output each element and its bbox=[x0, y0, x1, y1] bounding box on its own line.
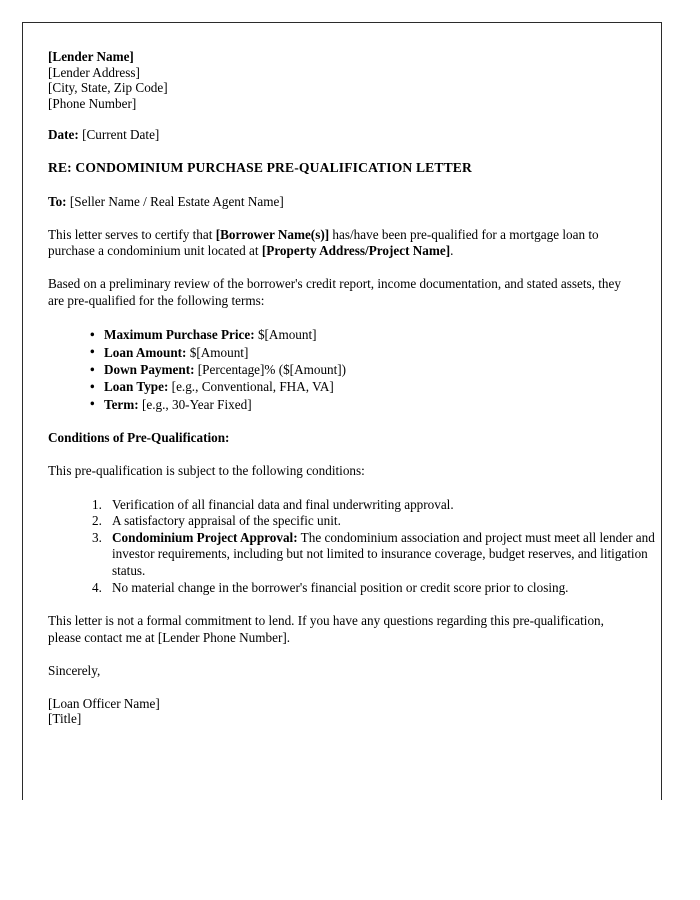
terms-list bbox=[48, 326, 650, 413]
term-label: Loan Amount: bbox=[104, 344, 187, 360]
lender-city-state-zip: [City, State, Zip Code] bbox=[48, 80, 168, 96]
term-value: [e.g., 30-Year Fixed] bbox=[138, 396, 252, 412]
terms-list-item bbox=[90, 344, 650, 361]
spacer-before-intro bbox=[48, 210, 628, 227]
spacer-before-officer bbox=[48, 679, 628, 696]
document-body bbox=[23, 23, 661, 727]
term-label: Down Payment: bbox=[104, 362, 195, 377]
closing-paragraph: This letter is not a formal commitment to lend. If you have any questions regarding this pre-qualification, please contact me at [Lender Phone Number]. bbox=[48, 613, 604, 645]
terms-list-item bbox=[90, 396, 650, 413]
to-value: [Seller Name / Real Estate Agent Name] bbox=[69, 193, 284, 209]
to-label: To: bbox=[48, 193, 67, 209]
to-line bbox=[48, 194, 628, 210]
loan-officer-name: [Loan Officer Name] bbox=[48, 695, 160, 711]
spacer-before-to bbox=[48, 176, 628, 194]
lender-name: [Lender Name] bbox=[48, 49, 134, 64]
text-run: Verification of all financial data and final underwriting approval. bbox=[112, 496, 454, 512]
sincerely-line: Sincerely, bbox=[48, 663, 101, 678]
text-run: A satisfactory appraisal of the specific unit. bbox=[112, 513, 341, 529]
condition-list-item bbox=[92, 513, 684, 530]
text-run: This letter serves to certify that bbox=[48, 226, 216, 242]
date-value: [Current Date] bbox=[82, 127, 160, 143]
spacer-before-conditions-list bbox=[48, 480, 628, 497]
spacer-before-conditions-intro bbox=[48, 446, 628, 463]
terms-list-item bbox=[90, 326, 650, 343]
spacer-before-signature bbox=[48, 646, 628, 663]
term-value: [e.g., Conventional, FHA, VA] bbox=[168, 379, 334, 395]
condition-list-item bbox=[92, 530, 684, 580]
loan-officer-title: [Title] bbox=[48, 711, 82, 727]
terms-list-item bbox=[90, 378, 650, 395]
term-value: $[Amount] bbox=[254, 327, 317, 343]
page-title: RE: CONDOMINIUM PURCHASE PRE-QUALIFICATION LETTER bbox=[48, 159, 472, 175]
term-label: Term: bbox=[104, 396, 139, 412]
document-page bbox=[22, 22, 662, 800]
conditions-intro: This pre-qualification is subject to the following conditions: bbox=[48, 463, 365, 479]
term-label: Maximum Purchase Price: bbox=[104, 327, 255, 343]
terms-list-item bbox=[90, 361, 650, 378]
date-line bbox=[48, 127, 628, 143]
spacer-before-date bbox=[48, 111, 628, 127]
emphasis-run: [Property Address/Project Name] bbox=[261, 242, 451, 258]
text-run: has/have been pre-qualified for a mortgage loan to purchase a condominium unit located at bbox=[48, 226, 599, 258]
spacer-before-terms bbox=[48, 309, 628, 326]
emphasis-run: [Borrower Name(s)] bbox=[215, 226, 330, 242]
review-paragraph: Based on a preliminary review of the borrower's credit report, income documentation, and stated assets, they are pre-qualified for the following terms: bbox=[48, 276, 621, 308]
lender-address-block bbox=[48, 49, 628, 111]
spacer-before-conditions-heading bbox=[48, 413, 628, 430]
text-run: The condominium association and project must meet all lender and investor requirements, including but not limited to insurance coverage, budget reserves, and litigation status. bbox=[112, 529, 655, 578]
spacer-before-closing bbox=[48, 596, 628, 613]
term-value: [Percentage]% ($[Amount]) bbox=[194, 362, 347, 377]
condition-list-item bbox=[92, 497, 684, 514]
lender-phone: [Phone Number] bbox=[48, 95, 137, 111]
text-run: . bbox=[450, 242, 454, 258]
term-label: Loan Type: bbox=[104, 379, 169, 395]
text-run: No material change in the borrower's financial position or credit score prior to closing. bbox=[112, 579, 569, 595]
conditions-heading: Conditions of Pre-Qualification: bbox=[48, 430, 230, 446]
emphasis-run: Condominium Project Approval: bbox=[112, 529, 298, 545]
spacer-before-review bbox=[48, 259, 628, 276]
date-label: Date: bbox=[48, 127, 79, 143]
lender-address: [Lender Address] bbox=[48, 64, 140, 80]
condition-list-item bbox=[92, 580, 684, 597]
conditions-list bbox=[48, 497, 684, 597]
intro-paragraph bbox=[48, 227, 630, 260]
term-value: $[Amount] bbox=[186, 344, 249, 360]
spacer-before-title bbox=[48, 143, 628, 160]
